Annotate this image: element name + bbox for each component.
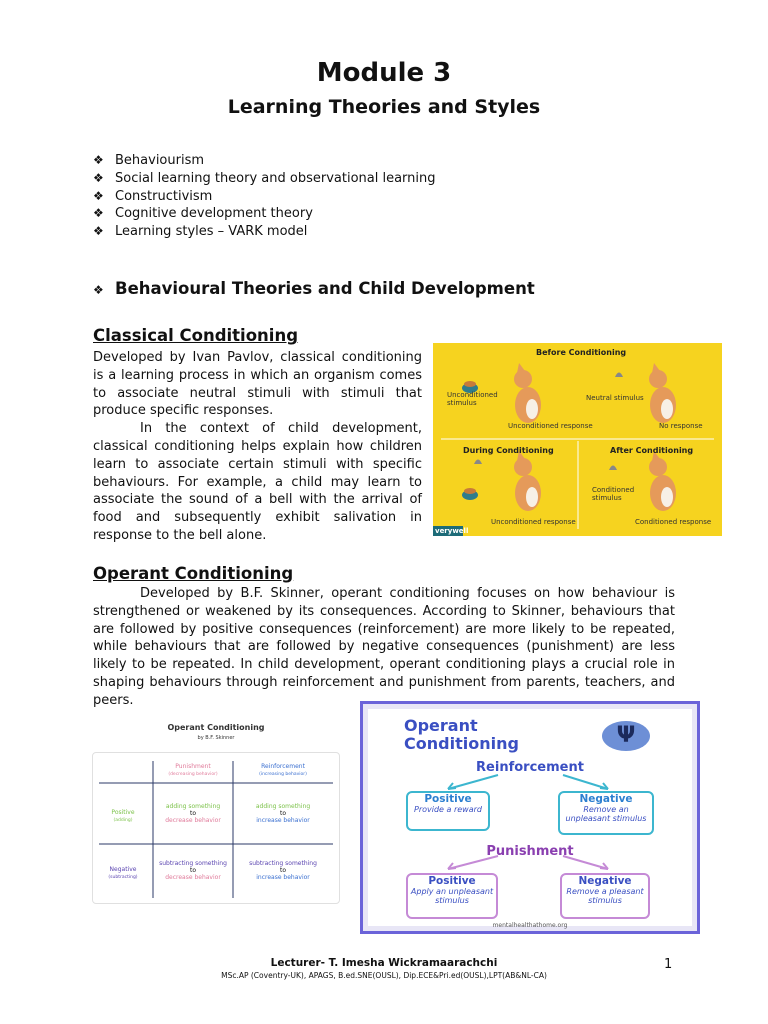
punishment-heading: Punishment [486,844,574,859]
conditioned-response-label: Conditioned response [635,518,712,526]
bell-icon [615,373,623,378]
col-punishment: Punishment [175,763,211,770]
operant-conditioning-poster [360,701,700,934]
operant-conditioning-text [93,585,675,710]
negative-punishment-box: Negative Remove a pleasant stimulus [560,873,650,919]
pavlov-conditioning-figure [433,343,722,536]
negative-reinforcement-box: Negative Remove an unpleasant stimulus [558,791,654,835]
diamond-bullet-icon: ❖ [93,170,104,185]
figure-title: Operant Conditioning [167,723,265,732]
table-cell: subtracting something to decrease behavior [159,860,227,881]
neutral-stimulus-label: Neutral stimulus [586,394,644,402]
bell-icon [609,466,617,471]
positive-reinforcement-box: Positive Provide a reward [406,791,490,831]
col-punishment-sub: (decreasing behavior) [168,772,218,777]
bell-icon [474,460,482,465]
unconditioned-stimulus-label: Unconditioned stimulus [447,391,498,407]
poster-title-line1: Operant [404,716,478,735]
poster-source: mentalhealthathome.org [492,922,568,929]
list-item: ❖ Constructivism [93,188,213,204]
skinner-table-figure [92,716,340,904]
brand-logo: verywell [435,527,469,535]
unconditioned-response-label: Unconditioned response [508,422,593,430]
col-reinforcement-sub: (increasing behavior) [259,772,307,777]
row-positive-sub: (adding) [113,818,133,823]
during-conditioning-label: During Conditioning [463,446,554,455]
list-item: ❖ Cognitive development theory [93,206,313,222]
after-conditioning-label: After Conditioning [610,446,694,455]
positive-punishment-box: Positive Apply an unpleasant stimulus [406,873,498,919]
module-title: Module 3 [316,58,452,88]
operant-conditioning-heading: Operant Conditioning [93,564,294,583]
row-positive: Positive [111,809,135,816]
page-number: 1 [664,957,673,972]
diamond-bullet-icon: ❖ [93,153,104,167]
row-negative-sub: (subtracting) [108,875,138,880]
before-conditioning-label: Before Conditioning [536,348,627,357]
figure-divider-lines [433,343,722,536]
skinner-table [92,752,340,904]
list-item: ❖ Social learning theory and observational learning [93,170,436,186]
figure-byline: by B.F. Skinner [197,735,235,741]
section-heading: ❖ Behavioural Theories and Child Development [93,279,535,298]
table-cell: adding something to decrease behavior [165,803,221,824]
psi-symbol-icon: Ψ [602,721,650,751]
footer-lecturer: Lecturer- T. Imesha Wickramaarachchi [270,957,498,969]
poster-title-line2: Conditioning [404,734,519,753]
table-cell: subtracting something to increase behavior [249,860,317,881]
diamond-bullet-icon: ❖ [93,188,104,203]
reinforcement-heading: Reinforcement [476,760,584,775]
list-item: ❖ Learning styles – VARK model [93,224,308,240]
paragraph: In the context of child development, classical conditioning helps explain how children learn to associate certain stimuli with specific behaviours. For example, a child may learn to associate the sound of a bell with the arrival of food and subsequently exhibit salivation in response to the bell alone. [93,421,422,543]
diamond-bullet-icon: ❖ [93,206,104,221]
conditioned-stimulus-label: Conditioned stimulus [592,486,635,502]
list-item: ❖ Behaviourism [93,153,205,168]
module-subtitle: Learning Theories and Styles [227,96,541,118]
no-response-label: No response [659,422,703,430]
classical-conditioning-heading: Classical Conditioning [93,326,299,345]
diamond-bullet-icon: ❖ [93,224,104,239]
col-reinforcement: Reinforcement [261,763,305,770]
paragraph: Developed by Ivan Pavlov, classical conditioning is a learning process in which an organism comes to associate neutral stimuli with stimuli that produce specific responses. [93,350,422,419]
diamond-bullet-icon: ❖ [93,283,104,297]
food-bowl-icon [462,488,478,500]
table-cell: adding something to increase behavior [255,803,311,824]
topic-list [93,152,436,241]
unconditioned-response-label: Unconditioned response [491,518,576,526]
paragraph: Developed by B.F. Skinner, operant conditioning focuses on how behaviour is strengthened or weakened by its consequences. According to Skinner, behaviours that are followed by positive consequences (reinforcement) are more likely to be repeated, while behaviours that are followed by negative consequences (punishment) are less likely to be repeated. In child development, operant conditioning plays a crucial role in shaping behaviours through reinforcement and punishment from parents, teachers, and peers. [93,586,675,708]
row-negative: Negative [109,866,137,873]
classical-conditioning-text [93,349,422,545]
footer-credentials: MSc.AP (Coventry-UK), APAGS, B.ed.SNE(OUSL), Dip.ECE&Pri.ed(OUSL),LPT(AB&NL-CA) [221,971,547,980]
